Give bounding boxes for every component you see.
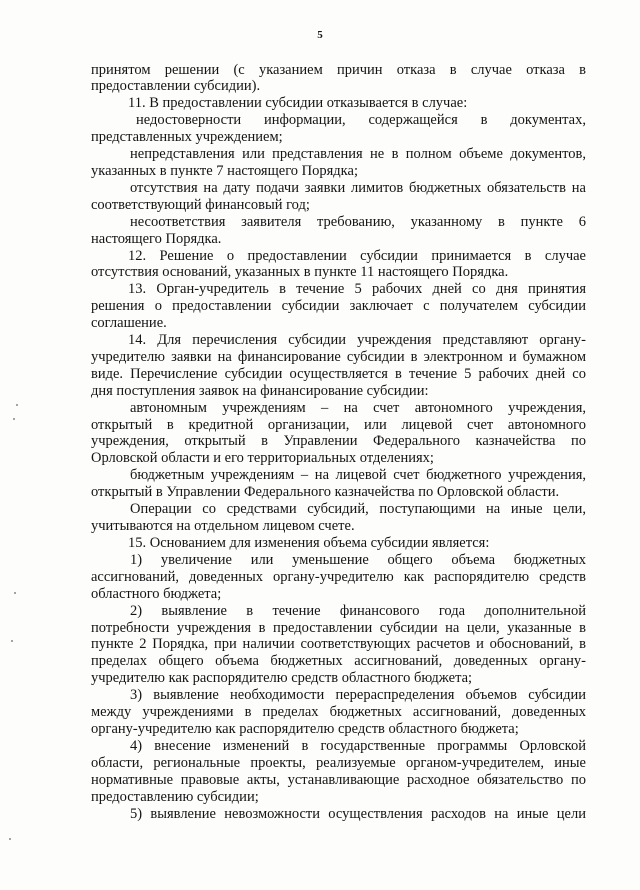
text-line: учредителю как распорядителю средств областного бюджета; <box>91 670 473 686</box>
text-line: отсутствия на дату подачи заявки лимитов бюджетных обязательств на <box>130 180 586 196</box>
text-line: 2) выявление в течение финансового года дополнительной <box>130 603 586 619</box>
scan-speck <box>16 404 18 406</box>
scan-speck <box>9 838 11 840</box>
text-line: Орловской области и его территориальных отделениях; <box>91 450 434 466</box>
text-line: 14. Для перечисления субсидии учреждения представляют органу- <box>128 332 586 348</box>
text-line: бюджетным учреждениям – на лицевой счет бюджетного учреждения, <box>130 467 586 483</box>
text-line: отсутствия оснований, указанных в пункте 11 настоящего Порядка. <box>91 264 509 280</box>
text-line: представленных учреждением; <box>91 129 283 145</box>
text-line: 11. В предоставлении субсидии отказывается в случае: <box>128 95 468 111</box>
text-line: 5) выявление невозможности осуществления расходов на иные цели <box>130 806 586 822</box>
text-line: принятом решении (с указанием причин отказа в случае отказа в <box>91 62 586 78</box>
text-line: несоответствия заявителя требованию, указанному в пункте 6 <box>130 214 586 230</box>
text-line: автономным учреждениям – на счет автономного учреждения, <box>130 400 586 416</box>
scan-speck <box>11 640 13 642</box>
text-line: Операции со средствами субсидий, поступающими на иные цели, <box>130 501 586 517</box>
text-line: решения о предоставлении субсидии заключает с получателем субсидии <box>91 298 586 314</box>
text-line: учредителю заявки на финансирование субсидии в электронном и бумажном <box>91 349 586 365</box>
page-number: 5 <box>317 29 323 41</box>
text-line: областного бюджета; <box>91 586 222 602</box>
text-line: нормативные правовые акты, устанавливающие расходное обязательство по <box>91 772 586 788</box>
text-line: области, региональные проекты, реализуемые органом-учредителем, иные <box>91 755 586 771</box>
text-line: учитываются на отдельном лицевом счете. <box>91 518 355 534</box>
text-line: пункте 2 Порядка, при наличии соответствующих расчетов и обоснований, в <box>91 636 586 652</box>
text-line: пределах общего объема бюджетных ассигнований, доведенных органу- <box>91 653 586 669</box>
text-line: дня поступления заявок на финансирование субсидии: <box>91 383 429 399</box>
text-line: между учреждениями в пределах бюджетных ассигнований, доведенных <box>91 704 586 720</box>
text-line: открытый в кредитной организации, или лицевой счет автономного <box>91 417 586 433</box>
scan-speck <box>14 592 16 594</box>
text-line: предоставлению субсидии; <box>91 789 259 805</box>
text-line: указанных в пункте 7 настоящего Порядка; <box>91 163 358 179</box>
text-line: соглашение. <box>91 315 167 331</box>
text-line: 3) выявление необходимости перераспределения объемов субсидии <box>130 687 586 703</box>
text-line: ассигнований, доведенных органу-учредителю как распорядителю средств <box>91 569 586 585</box>
text-line: настоящего Порядка. <box>91 231 222 247</box>
text-line: 15. Основанием для изменения объема субсидии является: <box>128 535 490 551</box>
text-line: органу-учредителю как распорядителю средств областного бюджета; <box>91 721 519 737</box>
text-line: 13. Орган-учредитель в течение 5 рабочих дней со дня принятия <box>128 281 586 297</box>
text-line: непредставления или представления не в полном объеме документов, <box>130 146 586 162</box>
text-line: 12. Решение о предоставлении субсидии принимается в случае <box>128 248 586 264</box>
text-line: 4) внесение изменений в государственные программы Орловской <box>130 738 586 754</box>
text-line: учреждения, открытый в Управлении Федерального казначейства по <box>91 433 586 449</box>
text-line: открытый в Управлении Федерального казначейства по Орловской области. <box>91 484 560 500</box>
text-line: 1) увеличение или уменьшение общего объема бюджетных <box>130 552 586 568</box>
text-line: недостоверности информации, содержащейся в документах, <box>136 112 586 128</box>
text-line: потребности учреждения в предоставлении субсидии на цели, указанные в <box>91 620 586 636</box>
text-line: виде. Перечисление субсидии осуществляется в течение 5 рабочих дней со <box>91 366 586 382</box>
scan-speck <box>13 418 15 420</box>
text-line: предоставлении субсидии). <box>91 78 261 94</box>
text-line: соответствующий финансовый год; <box>91 197 310 213</box>
